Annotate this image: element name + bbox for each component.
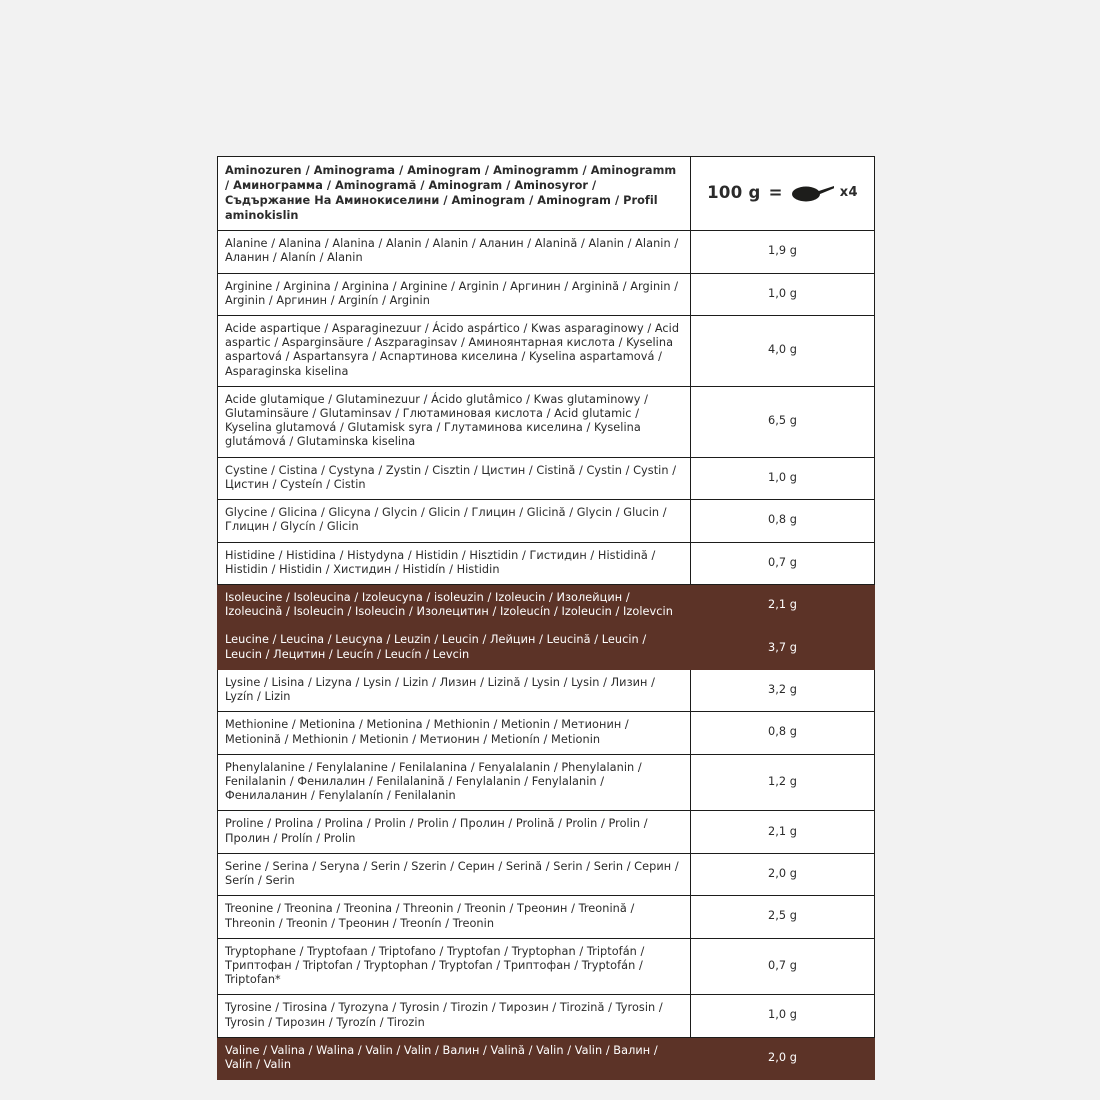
amino-acid-value: 3,2 g [691,669,875,711]
amino-acid-name: Alanine / Alanina / Alanina / Alanin / Alanin / Аланин / Alanină / Alanin / Alanin / Аланин / Alanín / Alanin [218,231,691,273]
table-row [218,273,875,315]
amino-acid-name: Acide glutamique / Glutaminezuur / Ácido glutâmico / Kwas glutaminowy / Glutaminsäure / Glutaminsav / Глютаминовая кислота / Acid glutamic / Kyselina glutamová / Glutamisk syra / Глутаминова киселина / Kyselina glutámová / Glutaminska kiselina [218,386,691,457]
amino-acid-value: 2,1 g [691,585,875,627]
amino-acid-value: 3,7 g [691,627,875,669]
amino-acid-value: 2,0 g [691,1037,875,1079]
header-amount-label: 100 g [707,182,761,202]
amino-acid-value: 4,0 g [691,315,875,386]
table-row [218,585,875,627]
table-row [218,669,875,711]
amino-acid-value: 1,0 g [691,273,875,315]
amino-acid-name: Serine / Serina / Seryna / Serin / Szerin / Серин / Serină / Serin / Serin / Серин / Serín / Serin [218,853,691,895]
table-body [218,157,875,1080]
table-row [218,938,875,995]
amino-acid-name: Phenylalanine / Fenylalanine / Fenilalanina / Fenyalalanin / Phenylalanin / Fenilalanin / Фенилалин / Fenilalanină / Fenylalanin / Fenylalanin / Фенилаланин / Fenylalanín / Fenilalanin [218,754,691,811]
table-row [218,542,875,584]
amino-acid-value: 2,0 g [691,853,875,895]
table-row [218,457,875,499]
table-row [218,1037,875,1079]
amino-acid-value: 0,7 g [691,542,875,584]
amino-acid-table [217,156,875,1080]
table-row [218,995,875,1037]
amino-acid-name: Arginine / Arginina / Arginina / Arginine / Arginin / Аргинин / Arginină / Arginin / Arginin / Аргинин / Arginín / Arginin [218,273,691,315]
amino-acid-name: Methionine / Metionina / Metionina / Methionin / Metionin / Метионин / Metionină / Methionin / Metionin / Метионин / Metionín / Metionin [218,712,691,754]
table-row [218,231,875,273]
amino-acid-name: Histidine / Histidina / Histydyna / Histidin / Hisztidin / Гистидин / Histidină / Histidin / Histidin / Хистидин / Histidín / Histidin [218,542,691,584]
amino-acid-name: Isoleucine / Isoleucina / Izoleucyna / isoleuzin / Izoleucin / Изолейцин / Izoleucină / Isoleucin / Isoleucin / Изолецитин / Izoleucín / Izoleucin / Izolevcin [218,585,691,627]
amino-acid-table-sheet [217,156,874,1080]
header-serving-cell [691,157,875,231]
table-row [218,386,875,457]
table-row [218,500,875,542]
amino-acid-name: Acide aspartique / Asparaginezuur / Ácido aspártico / Kwas asparaginowy / Acid aspartic / Asparginsäure / Aszparaginsav / Аминоянтарная кислота / Kyselina aspartová / Aspartansyra / Аспартинова киселина / Kyselina aspartamová / Asparaginska kiselina [218,315,691,386]
amino-acid-name: Leucine / Leucina / Leucyna / Leuzin / Leucin / Лейцин / Leucină / Leucin / Leucin / Лецитин / Leucín / Leucín / Levcin [218,627,691,669]
table-row [218,754,875,811]
amino-acid-value: 1,0 g [691,457,875,499]
table-row [218,896,875,938]
amino-acid-name: Treonine / Treonina / Treonina / Threonin / Treonin / Треонин / Treonină / Threonin / Treonin / Треонин / Treonín / Treonin [218,896,691,938]
table-row [218,811,875,853]
table-row [218,712,875,754]
amino-acid-value: 2,5 g [691,896,875,938]
amino-acid-name: Valine / Valina / Walina / Valin / Valin / Валин / Valină / Valin / Valin / Валин / Valín / Valin [218,1037,691,1079]
table-header-row [218,157,875,231]
amino-acid-name: Proline / Prolina / Prolina / Prolin / Prolin / Пролин / Prolină / Prolin / Prolin / Пролин / Prolín / Prolin [218,811,691,853]
amino-acid-name: Lysine / Lisina / Lizyna / Lysin / Lizin / Лизин / Lizină / Lysin / Lysin / Лизин / Lyzín / Lizin [218,669,691,711]
amino-acid-value: 6,5 g [691,386,875,457]
amino-acid-value: 1,2 g [691,754,875,811]
table-row [218,627,875,669]
amino-acid-value: 1,9 g [691,231,875,273]
amino-acid-name: Cystine / Cistina / Cystyna / Zystin / Cisztin / Цистин / Cistină / Cystin / Cystin / Цистин / Cysteín / Cistin [218,457,691,499]
amino-acid-value: 2,1 g [691,811,875,853]
header-amino-label: Aminozuren / Aminograma / Aminogram / Aminogramm / Aminogramm / Аминограмма / Aminogramă / Aminogram / Aminosyror / Съдържание На Аминокиселини / Aminogram / Aminogram / Profil aminokislin [218,157,691,231]
amino-acid-name: Glycine / Glicina / Glicyna / Glycin / Glicin / Глицин / Glicină / Glycin / Glucin / Глицин / Glycín / Glicin [218,500,691,542]
header-multiplier-label: x4 [839,184,858,200]
frying-pan-icon [791,183,835,203]
table-row [218,853,875,895]
table-row [218,315,875,386]
amino-acid-value: 1,0 g [691,995,875,1037]
amino-acid-value: 0,8 g [691,500,875,542]
amino-acid-value: 0,7 g [691,938,875,995]
header-equals-label: = [768,182,783,202]
amino-acid-name: Tryptophane / Tryptofaan / Triptofano / Tryptofan / Tryptophan / Triptofán / Триптофан / Triptofan / Tryptophan / Tryptofan / Триптофан / Tryptofán / Triptofan* [218,938,691,995]
amino-acid-value: 0,8 g [691,712,875,754]
amino-acid-name: Tyrosine / Tirosina / Tyrozyna / Tyrosin / Tirozin / Тирозин / Tirozină / Tyrosin / Tyrosin / Тирозин / Tyrozín / Tirozin [218,995,691,1037]
